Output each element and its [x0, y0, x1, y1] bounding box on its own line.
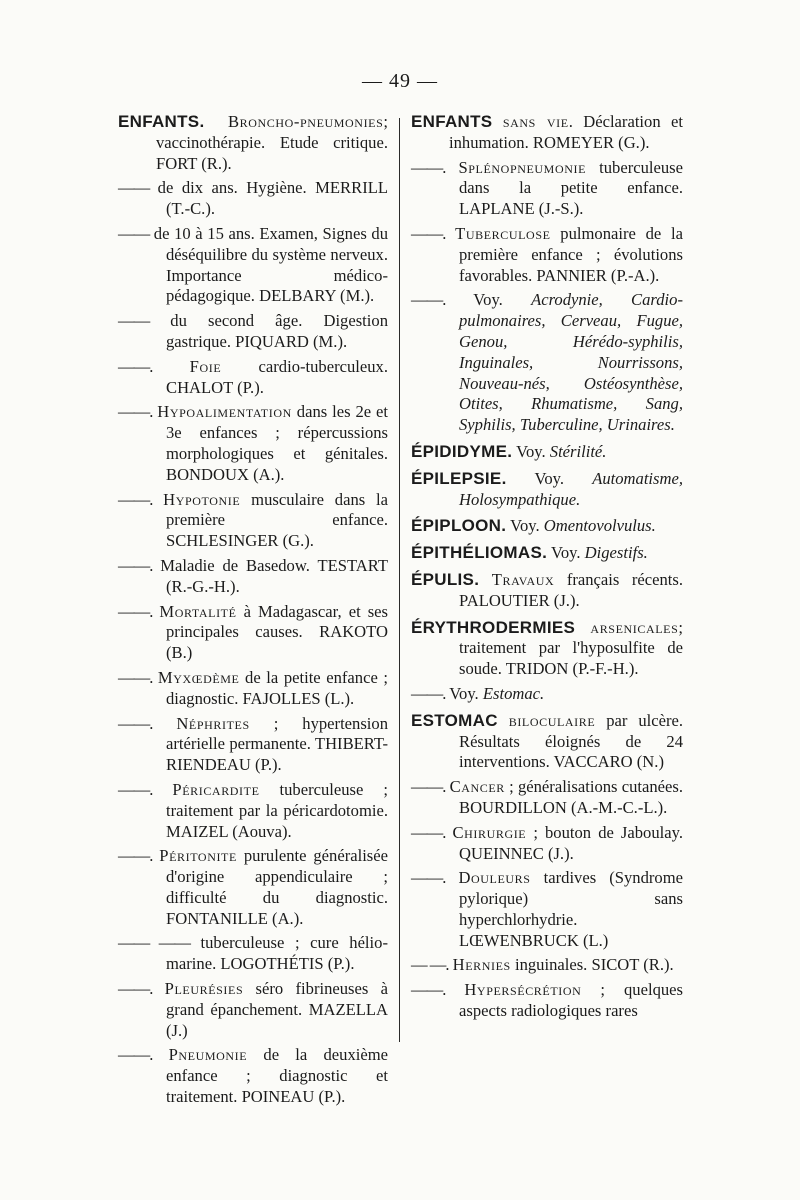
entry-dash: ——.	[118, 555, 153, 575]
entry-subject: Hypotonie	[163, 489, 241, 509]
index-entry	[411, 711, 683, 773]
index-entry	[118, 490, 388, 552]
entry-text: de la petite enfance ; diagnostic. FAJOLLES (L.).	[166, 667, 388, 708]
entry-text: Voy.	[512, 441, 550, 461]
index-entry	[411, 980, 683, 1022]
entry-dash: ——.	[411, 980, 446, 1000]
entry-text: ; bouton de Jaboulay. QUEINNEC (J.).	[459, 822, 683, 863]
index-entry	[118, 1045, 388, 1107]
index-entry	[411, 684, 683, 705]
entry-dash: ——.	[118, 846, 153, 866]
entry-text: par ulcère. Résultats éloignés de 24 interventions. VACCARO (N.)	[459, 710, 683, 772]
entry-text: pulmonaire de la première enfance ; évolutions favorables. PANNIER (P.-A.).	[459, 223, 684, 285]
index-entry	[411, 955, 683, 976]
entry-text: à Madagascar, et ses principales causes. RAKOTO (B.)	[166, 601, 389, 663]
entry-subject: Néphrites	[176, 713, 250, 733]
entry-text: . Déclaration et inhumation. ROMEYER (G.).	[449, 112, 683, 152]
entry-text: de 10 à 15 ans. Examen, Signes du déséquilibre du système nerveux. Importance médico-pédagogique. DELBARY (M.).	[149, 223, 388, 306]
index-entry	[118, 602, 388, 664]
entry-text: ; vaccinothérapie. Etude critique. FORT (R.).	[156, 112, 388, 173]
index-entry	[411, 777, 683, 819]
entry-subject: Tuberculose	[455, 223, 551, 243]
entry-dash: ——.	[118, 601, 153, 621]
entry-text: dans les 2e et 3e enfances ; répercussions morphologiques et génitales. BONDOUX (A.).	[166, 402, 388, 484]
index-entry	[118, 979, 388, 1041]
entry-text: français récents. PALOUTIER (J.).	[459, 569, 683, 610]
entry-subject: Myxœdème	[157, 667, 240, 687]
index-entry	[411, 158, 683, 220]
index-entry	[118, 780, 388, 842]
index-entry	[411, 618, 683, 680]
entry-subject: Splénopneumonie	[458, 157, 587, 177]
entry-reference: Digestifs.	[584, 543, 648, 563]
index-entry	[118, 178, 388, 220]
entry-text: Voy.	[445, 683, 483, 703]
entry-subject: Hypoalimentation	[157, 402, 292, 422]
left-column	[118, 112, 388, 1112]
entry-text: purulente généralisée d'origine appendiculaire ; difficulté du diagnostic. FONTANILLE (A.).	[166, 846, 388, 928]
entry-headword: ÉPILEPSIE.	[411, 468, 507, 488]
index-entry	[411, 516, 683, 537]
index-entry	[411, 442, 683, 463]
entry-dash: ——.	[411, 157, 446, 177]
entry-subject: Pleurésies	[164, 979, 244, 999]
column-divider	[399, 118, 400, 1042]
entry-dash: ——.	[411, 777, 446, 797]
entry-text: ; généralisations cutanées. BOURDILLON (A.-M.-C.-L.).	[459, 777, 684, 817]
right-column	[411, 112, 683, 1026]
entry-dash: ——.	[411, 290, 446, 310]
entry-headword: ESTOMAC	[411, 710, 498, 730]
entry-reference: Automatisme, Holosympathique.	[459, 468, 683, 509]
entry-text: cardio-tuberculeux. CHALOT (P.).	[166, 356, 388, 397]
entry-dash: ——.	[411, 868, 446, 888]
entry-dash: ——.	[118, 979, 153, 999]
index-entry	[118, 402, 388, 485]
entry-dash: ——.	[411, 223, 446, 243]
entry-text: tardives (Syndrome pylorique) sans hyperchlorhydrie. LŒWENBRUCK (L.)	[459, 868, 683, 950]
index-entry	[411, 823, 683, 865]
entry-text: musculaire dans la première enfance. SCHLESINGER (G.).	[166, 489, 388, 551]
entry-text: ; hypertension artérielle permanente. THIBERT-RIENDEAU (P.).	[166, 713, 388, 775]
entry-subject: sans vie	[502, 112, 569, 131]
index-entry	[411, 469, 683, 511]
entry-text: Maladie de Basedow. TESTART (R.-G.-H.).	[152, 555, 388, 596]
entry-subject: Chirurgie	[452, 822, 527, 842]
entry-dash: ——.	[118, 667, 153, 687]
entry-dash: ——	[118, 178, 150, 198]
entry-text: Voy.	[506, 516, 544, 536]
index-entry	[118, 311, 388, 353]
index-entry	[118, 224, 388, 307]
entry-dash: —— ——	[118, 933, 190, 953]
entry-text: du second âge. Digestion gastrique. PIQUARD (M.).	[149, 311, 388, 351]
entry-text: tuberculeuse dans la petite enfance. LAPLANE (J.-S.).	[459, 157, 683, 219]
entry-headword: ÉPULIS.	[411, 569, 480, 589]
entry-text: Voy.	[506, 468, 593, 488]
entry-text: tuberculeuse ; traitement par la péricardotomie. MAIZEL (Aouva).	[166, 779, 388, 841]
index-entry	[411, 224, 683, 286]
index-entry	[411, 570, 683, 612]
entry-subject: Travaux	[491, 569, 555, 589]
entry-text: de la deuxième enfance ; diagnostic et traitement. POINEAU (P.).	[166, 1045, 388, 1107]
index-entry	[411, 868, 683, 951]
entry-dash: ——.	[118, 356, 153, 376]
entry-subject: biloculaire	[508, 710, 596, 730]
page-number: — 49 —	[362, 70, 438, 92]
entry-subject: Péritonite	[159, 846, 237, 866]
entry-dash: ——.	[118, 713, 153, 733]
entry-reference: Omentovolvulus.	[543, 516, 656, 536]
index-entry	[118, 714, 388, 776]
entry-dash: ——.	[118, 489, 153, 509]
entry-subject: Pneumonie	[168, 1045, 248, 1065]
entry-text: tuberculeuse ; cure hélio-marine. LOGOTHÉTIS (P.).	[166, 933, 388, 974]
index-entry	[411, 112, 683, 154]
index-entry	[118, 933, 388, 975]
entry-dash: ——	[118, 223, 150, 243]
index-entry	[118, 357, 388, 399]
entry-subject: Hypersécrétion	[464, 980, 582, 1000]
entry-text: séro fibrineuses à grand épanchement. MAZELLA (J.)	[166, 979, 388, 1040]
entry-text: ; quelques aspects radiologiques rares	[459, 980, 683, 1021]
index-entry	[118, 846, 388, 929]
entry-reference: Estomac.	[482, 683, 545, 703]
entry-text: ; traitement par l'hyposulfite de soude. TRIDON (P.-F.-H.).	[459, 617, 683, 679]
entry-subject: Broncho-pneumonies	[227, 112, 384, 131]
entry-headword: ENFANTS.	[118, 112, 205, 131]
index-entry	[118, 556, 388, 598]
entry-dash: ——	[118, 311, 150, 331]
entry-text: Voy.	[547, 543, 585, 563]
entry-text: Voy.	[445, 290, 532, 310]
entry-dash: — —.	[411, 955, 449, 975]
entry-text: inguinales. SICOT (R.).	[510, 955, 674, 975]
entry-subject: arsenicales	[590, 617, 679, 637]
entry-headword: ENFANTS	[411, 112, 493, 131]
entry-dash: ——.	[118, 402, 153, 422]
entry-subject: Mortalité	[159, 601, 237, 621]
entry-reference: Acrodynie, Cardio-pulmonaires, Cerveau, Fugue, Genou, Hérédo-syphilis, Inguinales, Nourrissons, Nouveau-nés, Ostéosynthèse, Otites, Rhumatisme, Sang, Syphilis, Tuberculine, Urinaires.	[459, 290, 683, 435]
entry-subject: Hernies	[452, 955, 511, 975]
entry-text: de dix ans. Hygiène. MERRILL (T.-C.).	[149, 178, 388, 219]
entry-headword: ÉRYTHRODERMIES	[411, 617, 576, 637]
entry-reference: Stérilité.	[549, 441, 607, 461]
index-entry	[118, 668, 388, 710]
entry-dash: ——.	[411, 822, 446, 842]
entry-subject: Péricardite	[172, 779, 260, 799]
entry-subject: Foie	[189, 356, 222, 376]
entry-dash: ——.	[118, 1045, 153, 1065]
index-entry	[411, 290, 683, 436]
entry-headword: ÉPIDIDYME.	[411, 441, 513, 461]
entry-headword: ÉPITHÉLIOMAS.	[411, 543, 548, 563]
entry-subject: Cancer	[449, 777, 505, 797]
entry-headword: ÉPIPLOON.	[411, 516, 507, 536]
index-entry	[118, 112, 388, 174]
entry-subject: Douleurs	[458, 868, 531, 888]
entry-dash: ——.	[411, 683, 446, 703]
index-entry	[411, 543, 683, 564]
entry-dash: ——.	[118, 779, 153, 799]
